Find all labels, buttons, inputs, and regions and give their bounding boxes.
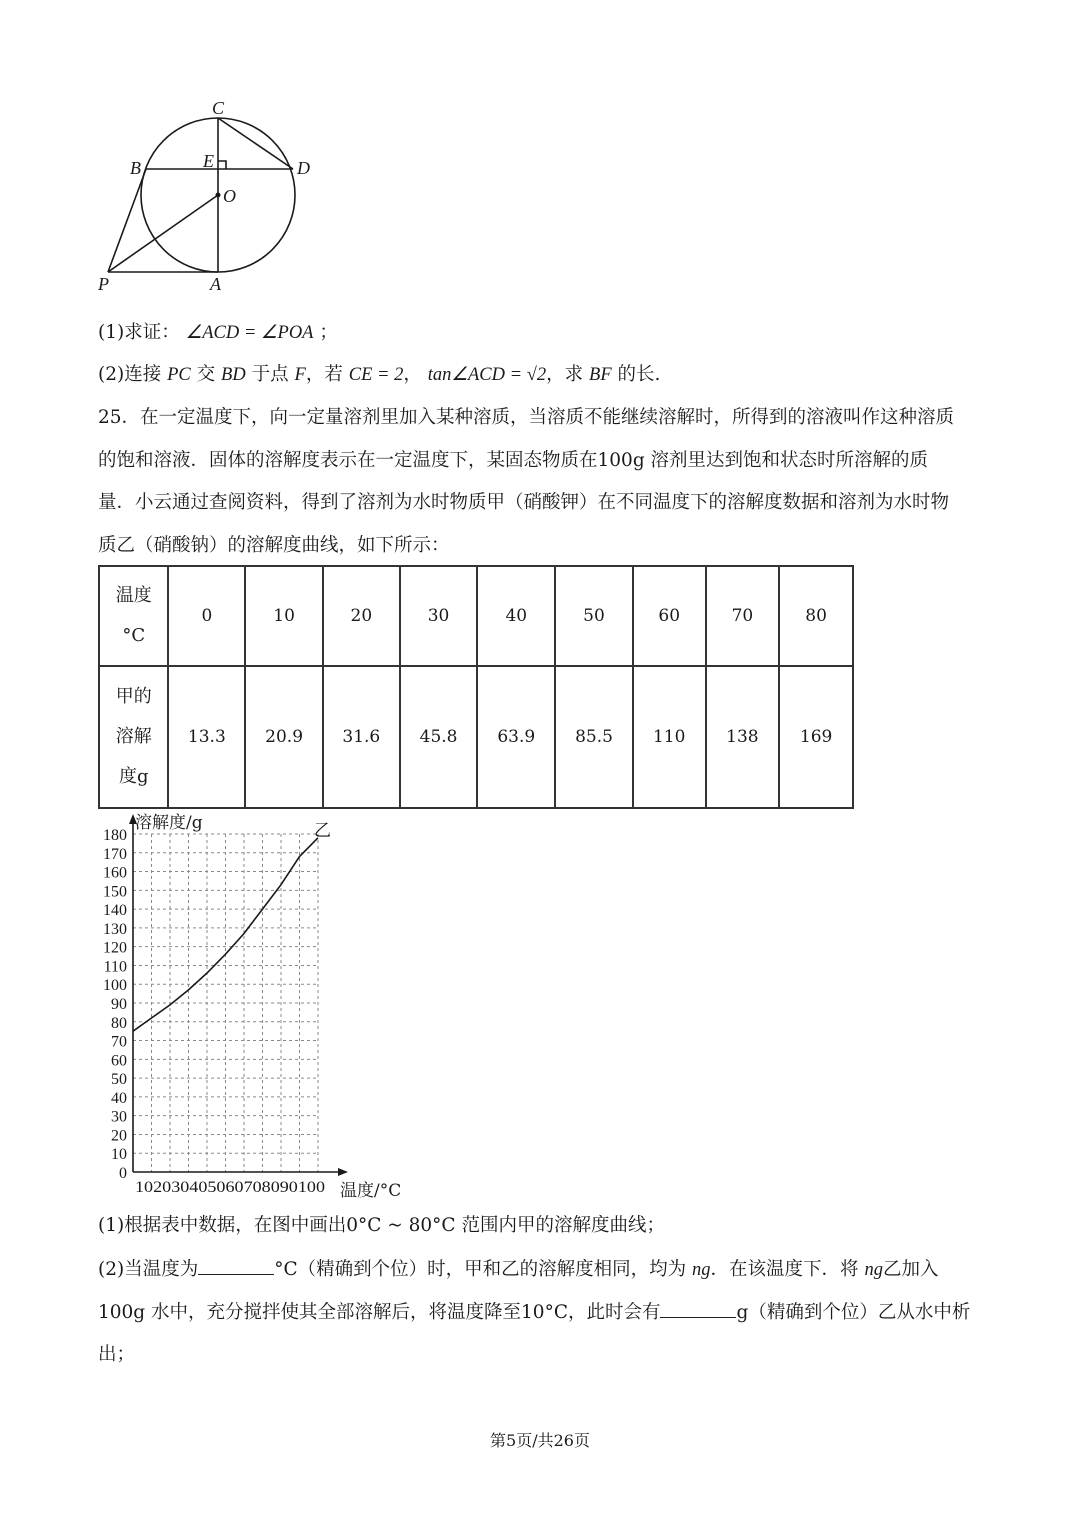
table-cell: 110 [633,666,706,808]
table-cell: 80 [779,566,853,666]
y-tick-label: 160 [103,864,127,882]
table-row-solubility [99,666,853,808]
segment-po [108,195,218,272]
x-axis-title: 温度/°C [340,1181,402,1201]
table-cell: 63.9 [477,666,555,808]
q25-intro-line-1: 25．在一定温度下，向一定量溶剂里加入某种溶质，当溶质不能继续溶解时，所得到的溶液叫作这种溶质 [98,407,955,428]
table-cell: 40 [477,566,555,666]
label-p: P [98,274,109,294]
y-tick-label: 100 [103,977,127,995]
circle-geometry-figure [90,95,330,300]
y-tick-label: 40 [111,1089,127,1107]
y-tick-label: 90 [111,996,127,1013]
label-o: O [223,186,236,206]
y-tick-label: 130 [103,920,127,938]
table-row-temperature [99,566,853,666]
series-label-yi: 乙 [314,820,331,841]
center-point [216,193,221,198]
y-tick-label: 140 [103,902,127,920]
table-cell: 0 [168,566,245,666]
q25-question-1: (1)根据表中数据，在图中画出0°C ~ 80°C 范围内甲的溶解度曲线； [98,1215,665,1236]
table-cell: 30 [400,566,478,666]
table-cell: 20 [323,566,400,666]
y-tick-label: 180 [103,827,127,844]
label-d: D [297,158,310,178]
solubility-chart [90,808,430,1203]
y-tick-label: 110 [103,958,127,976]
math-angle-equation: ∠ACD = ∠POA [185,323,314,343]
table-cell: 50 [555,566,633,666]
y-tick-label: 20 [111,1127,127,1145]
x-axis-arrow [338,1168,348,1176]
q25-intro-line-3: 量．小云通过查阅资料，得到了溶剂为水时物质甲（硝酸钾）在不同温度下的溶解度数据和溶剂为水时物 [98,492,950,513]
page-footer: 第5页/共26页 [490,1431,590,1450]
table-cell: 10 [245,566,323,666]
label-e: E [203,151,214,171]
label-a: A [210,274,221,294]
y-axis-title: 溶解度/g [135,813,203,833]
y-tick-label: 30 [111,1108,127,1126]
q25-question-2-line-2: 100g 水中，充分搅拌使其全部溶解后，将温度降至10°C，此时会有 g（精确到个位）乙从水中析 [98,1299,970,1326]
q25-intro-line-4: 质乙（硝酸钠）的溶解度曲线，如下所示： [98,535,450,556]
answer-blank-temperature[interactable] [198,1256,274,1275]
q24-part1: (1)求证： ∠ACD = ∠POA ； [98,322,338,343]
label-b: B [130,158,141,178]
x-tick-labels: 102030405060708090100 [135,1179,325,1196]
table-cell: 169 [779,666,853,808]
y-tick-label: 150 [103,883,127,901]
table-cell: 31.6 [323,666,400,808]
right-angle-mark [218,161,226,169]
table-cell: 70 [706,566,780,666]
table-cell: 60 [633,566,706,666]
table-cell: 85.5 [555,666,633,808]
table-cell: 13.3 [168,666,245,808]
table-cell: 20.9 [245,666,323,808]
y-tick-label: 10 [111,1146,127,1164]
q25-intro-line-2: 的饱和溶液．固体的溶解度表示在一定温度下，某固态物质在100g 溶剂里达到饱和状态时所溶解的质 [98,450,929,471]
y-tick-label: 50 [111,1071,127,1089]
y-tick-label: 0 [119,1165,127,1182]
y-tick-label: 60 [111,1052,127,1070]
q24-part2: (2)连接 PC 交 BD 于点 F，若 CE = 2， tan∠ACD = √2，求 BF 的长. [98,364,661,385]
y-tick-label: 120 [103,939,127,957]
table-header-temperature: 温度 °C [99,566,168,666]
y-tick-label: 80 [111,1014,127,1032]
table-header-solubility: 甲的 溶解 度g [99,666,168,808]
label-c: C [212,98,225,118]
q25-question-2-line-3: 出； [98,1344,136,1365]
answer-blank-mass[interactable] [660,1299,736,1318]
table-cell: 138 [706,666,780,808]
table-cell: 45.8 [400,666,478,808]
q25-question-2-line-1: (2)当温度为 °C（精确到个位）时，甲和乙的溶解度相同，均为 ng．在该温度下．将 ng乙加入 [98,1256,938,1283]
segment-cd [218,118,293,169]
y-tick-label: 170 [103,845,127,863]
segment-pb [108,169,146,272]
y-tick-label: 70 [111,1033,127,1051]
solubility-table [98,565,854,809]
